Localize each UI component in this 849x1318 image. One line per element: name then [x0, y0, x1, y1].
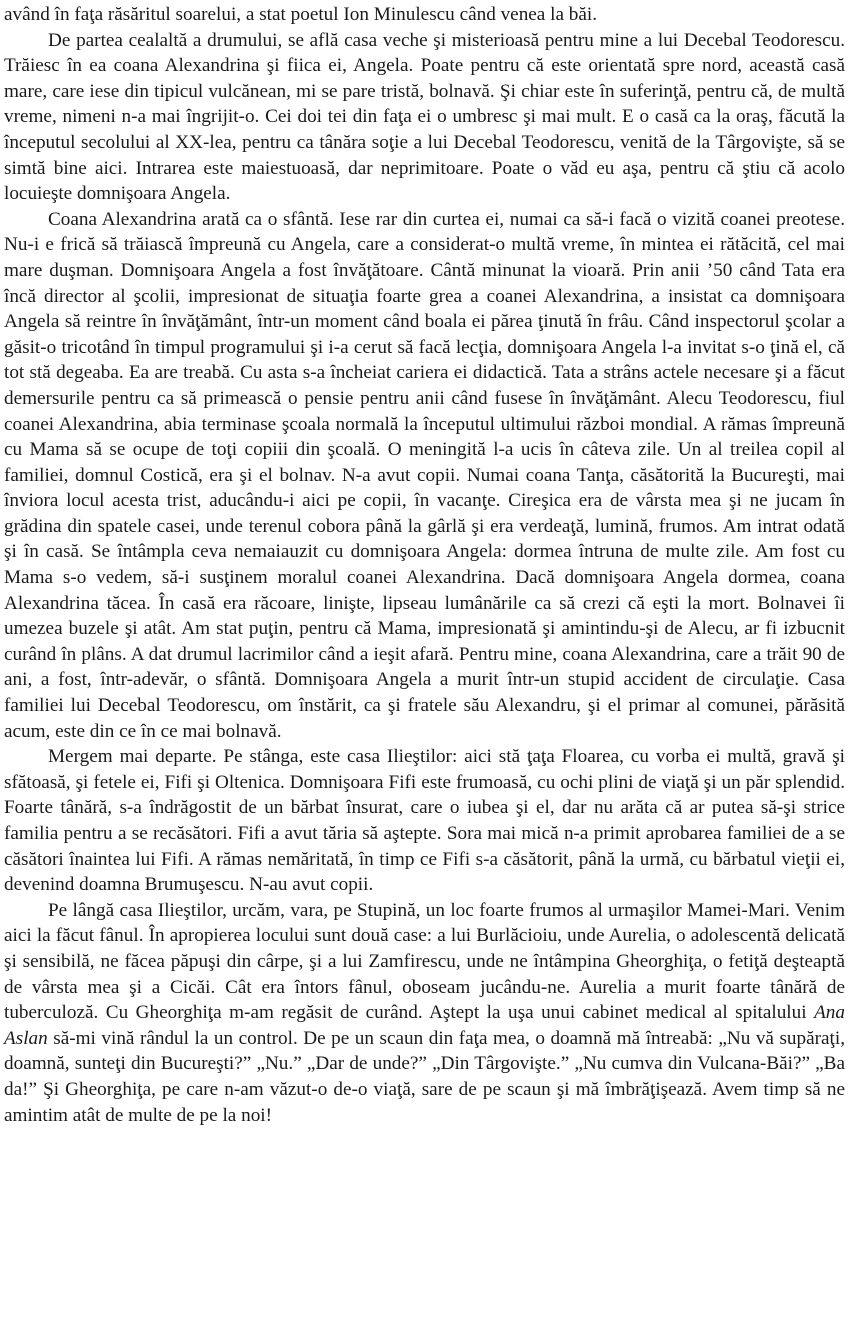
hospital-name-italic: Ana Aslan	[4, 1002, 845, 1049]
paragraph-coana-alexandrina: Coana Alexandrina arată ca o sfântă. Iese rar din curtea ei, numai ca să-i facă o vizită coanei preotese. Nu-i e frică să trăiască împreună cu Angela, care a considerat-o multă vreme, în mintea ei rătăcită, cel mai mare duşman. Domnişoara Angela a fost învăţătoare. Cântă minunat la vioară. Prin anii ’50 când Tata era încă director al şcolii, impresionat de situaţia foarte grea a coanei Alexandrina, a insistat ca domnişoara Angela să reintre în învăţământ, într-un moment când boala ei părea ţinută în frâu. Când inspectorul şcolar a găsit-o tricotând în timpul programului şi i-a cerut să facă lecţia, domnişoara Angela l-a invitat s-o ţină el, că tot stă degeaba. Ea are treabă. Cu asta s-a încheiat cariera ei didactică. Tata a strâns actele necesare şi a făcut demersurile pentru ca să primească o pensie pentru anii când fusese în învăţământ. Alecu Teodorescu, fiul coanei Alexandrina, abia terminase şcoala normală la începutul ultimului război mondial. A rămas împreună cu Mama să se ocupe de toţi copiii din şcoală. O meningită l-a ucis în câteva zile. Un al treilea copil al familiei, domnul Costică, era şi el bolnav. N-a avut copii. Numai coana Tanţa, căsătorită la Bucureşti, mai înviora locul acesta trist, aducându-i aici pe copii, în vacanţe. Cireşica era de vârsta mea şi ne jucam în grădina din spatele casei, unde terenul cobora până la gârlă şi era verdeaţă, lumină, frumos. Am intrat odată şi în casă. Se întâmpla ceva nemaiauzit cu domnişoara Angela: dormea întruna de multe zile. Am fost cu Mama s-o vedem, să-i susţinem moralul coanei Alexandrina. Dacă domnişoara Angela dormea, coana Alexandrina tăcea. În casă era răcoare, linişte, lipseau lumânările ca să crezi că eşti la mort. Bolnavei îi umezea buzele şi atât. Am stat puţin, pentru că Mama, impresionată şi amintindu-şi de Alecu, ar fi izbucnit curând în plâns. A dat drumul lacrimilor când a ieşit afară. Pentru mine, coana Alexandrina, care a trăit 90 de ani, a fost, într-adevăr, o sfântă. Domnişoara Angela a murit într-un stupid accident de circulaţie. Casa familiei lui Decebal Teodorescu, om înstărit, ca şi fratele său Alexandru, şi el primar al comunei, părăsită acum, este din ce în ce mai bolnavă.	[4, 208, 845, 742]
paragraph-continuation: având în faţa răsăritul soarelui, a stat poetul Ion Minulescu când venea la băi.	[4, 4, 597, 25]
paragraph-stupina-text-before: Pe lângă casa Ilieştilor, urcăm, vara, pe Stupină, un loc foarte frumos al urmaşilor Mamei-Mari. Venim aici la făcut fânul. În apropierea locului sunt două case: a lui Burlăcioiu, unde Aurelia, o adolescentă delicată şi sensibilă, ne făcea păpuşi din cârpe, şi a lui Zamfirescu, unde ne întâmpina Gheorghiţa, o fetiţă deşteaptă de vârsta mea şi a Cicăi. Cât era întors fânul, oboseam jucându-ne. Aurelia a murit foarte tânără de tuberculoză. Cu Gheorghiţa m-am regăsit de curând. Aştept la uşa unui cabinet medical al spitalului	[4, 899, 845, 1024]
paragraph-teodorescu-house: De partea cealaltă a drumului, se află casa veche şi misterioasă pentru mine a lui Decebal Teodorescu. Trăiesc în ea coana Alexandrina şi fiica ei, Angela. Poate pentru că este orientată spre nord, această casă mare, care iese din tipicul vulcănean, mi se pare tristă, bolnavă. Şi chiar este în suferinţă, pentru că, de multă vreme, nimeni n-a mai îngrijit-o. Cei doi tei din faţa ei o umbresc şi mai mult. E o casă ca la oraş, făcută la începutul secolului al XX-lea, pentru ca tânăra soţie a lui Decebal Teodorescu, venită de la Târgovişte, să se simtă bine aici. Intrarea este maiestuoasă, dar neprimitoare. Poate o văd eu aşa, pentru că ştiu că acolo locuieşte domnişoara Angela.	[4, 29, 845, 205]
paragraph-iliestii-house: Mergem mai departe. Pe stânga, este casa Ilieştilor: aici stă ţaţa Floarea, cu vorba ei multă, gravă şi sfătoasă, şi fetele ei, Fifi şi Oltenica. Domnişoara Fifi este frumoasă, cu ochi plini de viaţă şi un păr splendid. Foarte tânără, s-a îndrăgostit de un bărbat însurat, care o iubea şi el, dar nu arăta că ar putea să-şi strice familia pentru a se recăsători. Fifi a avut tăria să aştepte. Sora mai mică n-a primit aprobarea familiei de a se căsători înaintea lui Fifi. A rămas nemăritată, în timp ce Fifi s-a căsătorit, până la urmă, cu bărbatul vieţii ei, devenind doamna Brumuşescu. N-au avut copii.	[4, 746, 845, 896]
paragraph-stupina-text-after: să-mi vină rândul la un control. De pe un scaun din faţa mea, o doamnă mă întreabă: „Nu vă supăraţi, doamnă, sunteţi din Bucureşti?” „Nu.” „Dar de unde?” „Din Târgovişte.” „Nu cumva din Vulcana-Băi?” „Ba da!” Şi Gheorghiţa, pe care n-am văzut-o de-o viaţă, sare de pe scaun şi mă îmbrăţişează. Avem timp să ne amintim atât de multe de pe la noi!	[4, 1027, 845, 1126]
paragraph-stupina	[4, 898, 845, 1128]
